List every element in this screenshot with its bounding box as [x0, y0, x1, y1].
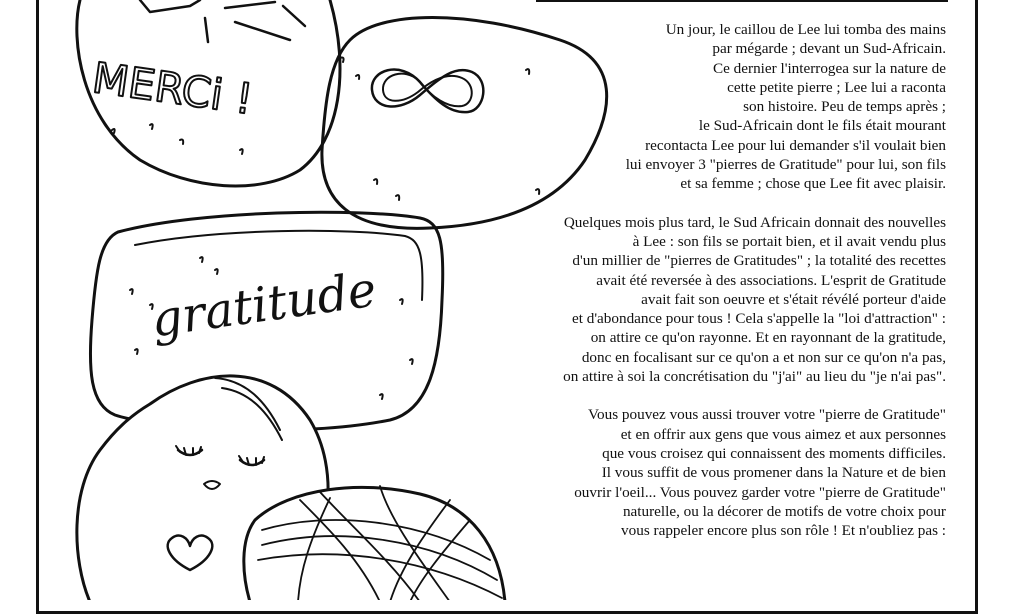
- text-line: on attire à soi la concrétisation du "j'ai" au lieu du "je n'ai pas".: [563, 368, 946, 386]
- text-line: vous rappeler encore plus son rôle ! Et n'oubliez pas :: [621, 522, 946, 540]
- text-line: lui envoyer 3 "pierres de Gratitude" pour lui, son fils: [625, 156, 946, 174]
- text-line: et d'abondance pour tous ! Cela s'appelle la "loi d'attraction" :: [571, 310, 946, 328]
- gratitude-text: gratitude: [147, 261, 380, 349]
- text-line: recontacta Lee pour lui demander s'il voulait bien: [645, 136, 946, 154]
- text-line: ouvrir l'oeil... Vous pouvez garder votre "pierre de Gratitude": [574, 483, 946, 501]
- text-line: cette petite pierre ; Lee lui a raconta: [727, 78, 946, 96]
- text-line: donc en focalisant sur ce qu'on a et non sur ce qu'on n'a pas,: [581, 348, 946, 366]
- merci-text: MERCi !: [89, 52, 256, 124]
- text-line: naturelle, ou la décorer de motifs de votre choix pour: [622, 502, 946, 520]
- text-line: et sa femme ; chose que Lee fit avec plaisir.: [680, 175, 946, 193]
- text-line: Il vous suffit de vous promener dans la Nature et de bien: [601, 464, 946, 482]
- text-line: d'un millier de "pierres de Gratitudes" ; la totalité des recettes: [572, 252, 946, 270]
- merci-stone: [77, 0, 340, 186]
- text-line: son histoire. Peu de temps après ;: [743, 98, 946, 116]
- text-line: Un jour, le caillou de Lee lui tomba des mains: [665, 21, 946, 38]
- paragraph-1: [440, 20, 946, 194]
- story-text: [440, 20, 946, 559]
- text-line: Vous pouvez vous aussi trouver votre "pierre de Gratitude": [588, 406, 946, 424]
- text-line: on attire ce qu'on rayonne. Et en rayonnant de la gratitude,: [590, 329, 946, 347]
- text-line: le Sud-Africain dont le fils était mourant: [698, 117, 946, 135]
- text-line: Ce dernier l'interrogea sur la nature de: [713, 59, 946, 77]
- text-line: avait fait son oeuvre et s'était révélé porteur d'aide: [641, 290, 946, 308]
- text-line: et en offrir aux gens que vous aimez et aux personnes: [620, 425, 946, 443]
- paragraph-2: [440, 213, 946, 387]
- text-line: par mégarde ; devant un Sud-Africain.: [712, 40, 946, 58]
- text-line: à Lee : son fils se portait bien, et il avait vendu plus: [632, 232, 946, 250]
- text-line: Quelques mois plus tard, le Sud Africain donnait des nouvelles: [563, 213, 946, 231]
- text-line: avait été reversée à des associations. L'esprit de Gratitude: [596, 271, 946, 289]
- paragraph-3: [440, 405, 946, 540]
- text-line: que vous croisez qui connaissent des moments difficiles.: [602, 444, 946, 462]
